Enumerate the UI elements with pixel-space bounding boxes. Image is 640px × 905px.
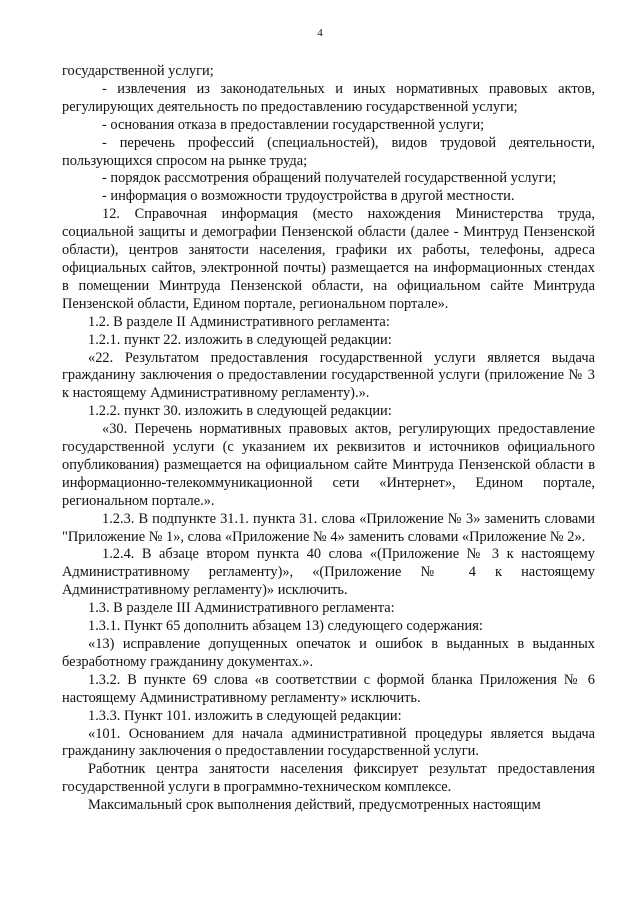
paragraph: «30. Перечень нормативных правовых актов, регулирующих предоставление государственной услуги (с указанием их реквизитов и источников официального опубликования) размещается на официальном сайте Минтруда Пензенской области в информационно-телекоммуникационной сети «Интернет», Едином портале, региональном портале.». <box>62 421 595 509</box>
paragraph: 1.2.4. В абзаце втором пункта 40 слова «(Приложение № 3 к настоящему Административному регламенту)», «(Приложение № 4 к настоящему Административному регламенту)» исключить. <box>62 546 595 599</box>
paragraph: Максимальный срок выполнения действий, предусмотренных настоящим <box>88 797 541 814</box>
paragraph: 12. Справочная информация (место нахождения Министерства труда, социальной защиты и демографии Пензенской области (далее - Минтруд Пензенской области), центров занятости населения, графики их работы, телефоны, адреса официальных сайтов, электронной почты) размещается на информационных стендах в помещении Минтруда Пензенской области, на официальном сайте Минтруда Пензенской области, Едином портале, региональном портале». <box>62 206 595 312</box>
paragraph: «22. Результатом предоставления государственной услуги является выдача гражданину заключения о предоставлении государственной услуги (приложение № 3 к настоящему Административному регламенту).». <box>62 349 595 402</box>
paragraph: - информация о возможности трудоустройства в другой местности. <box>102 188 515 205</box>
paragraph: 1.3.1. Пункт 65 дополнить абзацем 13) следующего содержания: <box>88 618 483 635</box>
page-number: 4 <box>317 27 323 39</box>
paragraph: - порядок рассмотрения обращений получателей государственной услуги; <box>102 170 557 187</box>
paragraph: Работник центра занятости населения фиксирует результат предоставления государственной услуги в программно-техническом комплексе. <box>62 761 595 796</box>
paragraph: 1.2.1. пункт 22. изложить в следующей редакции: <box>88 331 392 348</box>
paragraph: «13) исправление допущенных опечаток и ошибок в выданных в выданных безработному гражданину документах.». <box>62 636 595 670</box>
paragraph: - основания отказа в предоставлении государственной услуги; <box>102 116 485 133</box>
paragraph: 1.2. В разделе II Административного регламента: <box>88 313 390 330</box>
paragraph: 1.3.3. Пункт 101. изложить в следующей редакции: <box>88 707 402 724</box>
paragraph: - перечень профессий (специальностей), видов трудовой деятельности, пользующихся спросом на рынке труда; <box>62 134 595 169</box>
paragraph: 1.3.2. В пункте 69 слова «в соответствии с формой бланка Приложения № 6 настоящему Административному регламенту» исключить. <box>62 671 595 706</box>
paragraph: - извлечения из законодательных и иных нормативных правовых актов, регулирующих деятельность по предоставлению государственной услуги; <box>62 80 595 115</box>
document-body <box>62 63 595 815</box>
paragraph: 1.2.2. пункт 30. изложить в следующей редакции: <box>88 403 392 420</box>
paragraph: 1.3. В разделе III Административного регламента: <box>88 600 395 617</box>
paragraph: 1.2.3. В подпункте 31.1. пункта 31. слова «Приложение № 3» заменить словами "Приложение № 1», слова «Приложение № 4» заменить словами «Приложение № 2». <box>62 510 595 545</box>
paragraph: государственной услуги; <box>62 63 214 79</box>
paragraph: «101. Основанием для начала административной процедуры является выдача гражданину заключения о предоставлении государственной услуги. <box>62 725 595 760</box>
